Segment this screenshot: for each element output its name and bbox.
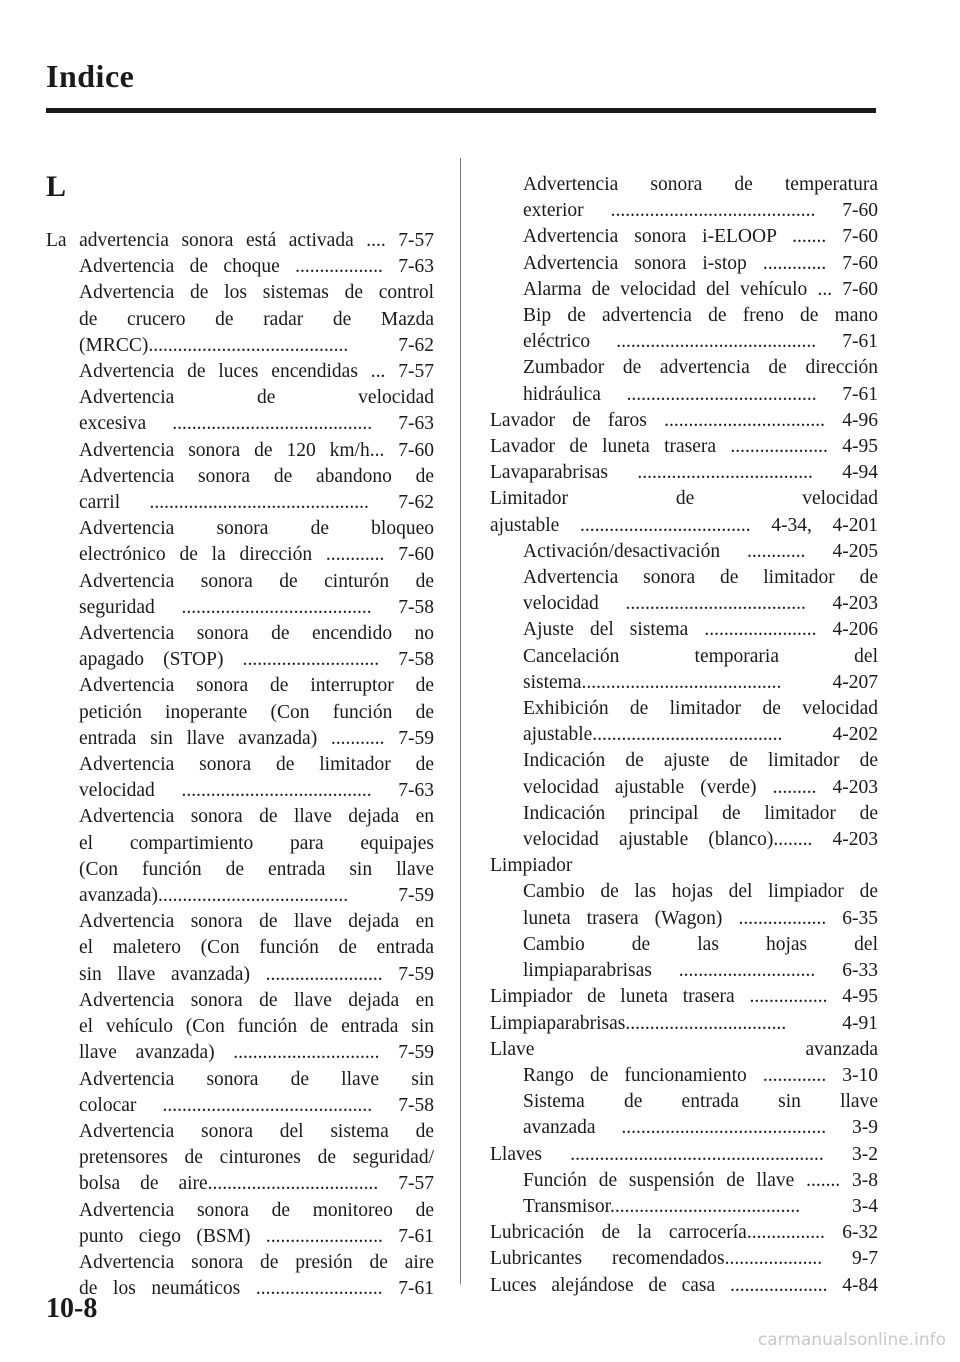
- index-entry: Limpiador: [490, 855, 573, 877]
- index-entry: sin llave avanzada) ........................ 7-59: [79, 963, 434, 985]
- index-entry: Lavador de faros ................................. 4-96: [490, 409, 878, 431]
- index-entry: Limpiaparabrisas................................. 4-91: [490, 1012, 878, 1034]
- index-entry: apagado (STOP) ............................ 7-58: [79, 649, 434, 671]
- index-entry: ajustable ................................... 4-34, 4-201: [490, 514, 878, 536]
- index-entry: de crucero de radar de Mazda: [79, 308, 434, 330]
- index-entry: Limitador de velocidad: [490, 488, 878, 510]
- index-entry: Advertencia sonora de llave dejada en: [79, 989, 434, 1011]
- index-entry: Cancelación temporaria del: [523, 645, 878, 667]
- index-entry: punto ciego (BSM) ........................ 7-61: [79, 1225, 434, 1247]
- index-entry: Advertencia de los sistemas de control: [79, 282, 434, 304]
- index-entry: Advertencia sonora de encendido no: [79, 623, 434, 645]
- index-entry: Advertencia sonora de monitoreo de: [79, 1199, 434, 1221]
- watermark: carmanualsonline.info: [757, 1330, 946, 1350]
- index-entry: luneta trasera (Wagon) .................. 6-35: [523, 907, 878, 929]
- index-entry: Llaves .................................................... 3-2: [490, 1143, 878, 1165]
- section-letter: L: [46, 170, 67, 203]
- index-entry: Lubricantes recomendados.................... 9-7: [490, 1248, 878, 1270]
- index-entry: velocidad ajustable (verde) ......... 4-203: [523, 776, 878, 798]
- index-entry: el vehículo (Con función de entrada sin: [79, 1016, 434, 1038]
- index-entry-list-right: [490, 172, 878, 1299]
- index-entry: exterior .......................................... 7-60: [523, 200, 878, 222]
- index-entry: Transmisor....................................... 3-4: [523, 1195, 878, 1217]
- index-entry: llave avanzada) .............................. 7-59: [79, 1042, 434, 1064]
- index-entry: Exhibición de limitador de velocidad: [523, 698, 878, 720]
- index-entry: Limpiador de luneta trasera ................ 4-95: [490, 986, 878, 1008]
- index-entry: Advertencia sonora de presión de aire: [79, 1251, 434, 1273]
- index-entry: Advertencia sonora i-stop ............. 7-60: [523, 252, 878, 274]
- index-entry: velocidad ..................................... 4-203: [523, 593, 878, 615]
- index-entry: eléctrico ......................................... 7-61: [523, 331, 878, 353]
- index-entry: carril ............................................. 7-62: [79, 492, 434, 514]
- index-entry: Luces alejándose de casa .................... 4-84: [490, 1274, 878, 1296]
- index-entry: Advertencia de luces encendidas ... 7-57: [79, 361, 434, 383]
- index-entry: Cambio de las hojas del: [523, 933, 878, 955]
- index-entry: Indicación principal de limitador de: [523, 802, 878, 824]
- index-entry: Indicación de ajuste de limitador de: [523, 750, 878, 772]
- index-entry: de los neumáticos .......................... 7-61: [79, 1278, 434, 1300]
- header-rule: [46, 108, 876, 113]
- index-entry: Advertencia sonora de interruptor de: [79, 675, 434, 697]
- index-entry: Advertencia sonora de 120 km/h... 7-60: [79, 439, 434, 461]
- index-entry: Advertencia sonora de llave dejada en: [79, 806, 434, 828]
- index-entry: bolsa de aire................................... 7-57: [79, 1173, 434, 1195]
- index-entry: avanzada)....................................... 7-59: [79, 885, 434, 907]
- index-entry: Advertencia sonora de llave dejada en: [79, 911, 434, 933]
- index-entry: Cambio de las hojas del limpiador de: [523, 881, 878, 903]
- index-entry: colocar ........................................... 7-58: [79, 1094, 434, 1116]
- index-entry: Advertencia sonora i-ELOOP ....... 7-60: [523, 226, 878, 248]
- page-title: Indice: [46, 58, 135, 94]
- index-entry: ajustable....................................... 4-202: [523, 724, 878, 746]
- index-entry: velocidad ajustable (blanco)........ 4-203: [523, 829, 878, 851]
- index-entry: Advertencia sonora de abandono de: [79, 465, 434, 487]
- index-entry: (Con función de entrada sin llave: [79, 858, 434, 880]
- index-entry: sistema......................................... 4-207: [523, 671, 878, 693]
- index-entry: Activación/desactivación ............ 4-205: [523, 540, 878, 562]
- index-entry: Zumbador de advertencia de dirección: [523, 357, 878, 379]
- page-number: 10-8: [46, 1293, 98, 1324]
- index-entry: Función de suspensión de llave ....... 3-8: [523, 1169, 878, 1191]
- index-entry: Lavaparabrisas .................................... 4-94: [490, 462, 878, 484]
- index-entry: avanzada .......................................... 3-9: [523, 1117, 878, 1139]
- index-entry: Advertencia sonora del sistema de: [79, 1120, 434, 1142]
- index-entry: Advertencia sonora de limitador de: [79, 754, 434, 776]
- index-entry: excesiva ......................................... 7-63: [79, 413, 434, 435]
- index-entry: La advertencia sonora está activada .... 7-57: [46, 230, 434, 251]
- index-entry: Bip de advertencia de freno de mano: [523, 305, 878, 327]
- index-entry: Advertencia sonora de cinturón de: [79, 570, 434, 592]
- index-entry: pretensores de cinturones de seguridad/: [79, 1147, 434, 1169]
- column-divider: [460, 158, 461, 1284]
- index-entry: petición inoperante (Con función de: [79, 701, 434, 723]
- index-entry: Advertencia sonora de limitador de: [523, 567, 878, 589]
- index-entry: entrada sin llave avanzada) ........... 7-59: [79, 727, 434, 749]
- index-entry: Advertencia de velocidad: [79, 387, 434, 409]
- index-entry: seguridad ....................................... 7-58: [79, 596, 434, 618]
- index-entry: Sistema de entrada sin llave: [523, 1091, 878, 1113]
- index-entry: Advertencia sonora de temperatura: [523, 174, 878, 195]
- index-entry: limpiaparabrisas ............................ 6-33: [523, 960, 878, 982]
- index-entry-list-left: [46, 228, 434, 1302]
- index-column-left: [46, 172, 434, 1302]
- index-entry: Lubricación de la carrocería................ 6-32: [490, 1222, 878, 1244]
- index-entry: electrónico de la dirección ............ 7-60: [79, 544, 434, 566]
- index-entry: velocidad ....................................... 7-63: [79, 780, 434, 802]
- index-column-right: [490, 172, 878, 1299]
- index-entry: Advertencia sonora de bloqueo: [79, 518, 434, 540]
- index-entry: el compartimiento para equipajes: [79, 832, 434, 854]
- index-entry: Rango de funcionamiento ............. 3-10: [523, 1064, 878, 1086]
- index-entry: Llave avanzada: [490, 1038, 878, 1060]
- index-entry: hidráulica ....................................... 7-61: [523, 383, 878, 405]
- index-entry: el maletero (Con función de entrada: [79, 937, 434, 959]
- index-entry: Advertencia de choque .................. 7-63: [79, 256, 434, 278]
- index-entry: Advertencia sonora de llave sin: [79, 1068, 434, 1090]
- index-entry: (MRCC)......................................... 7-62: [79, 334, 434, 356]
- index-entry: Lavador de luneta trasera .................... 4-95: [490, 436, 878, 458]
- index-entry: Alarma de velocidad del vehículo ... 7-60: [523, 278, 878, 300]
- index-entry: Ajuste del sistema ....................... 4-206: [523, 619, 878, 641]
